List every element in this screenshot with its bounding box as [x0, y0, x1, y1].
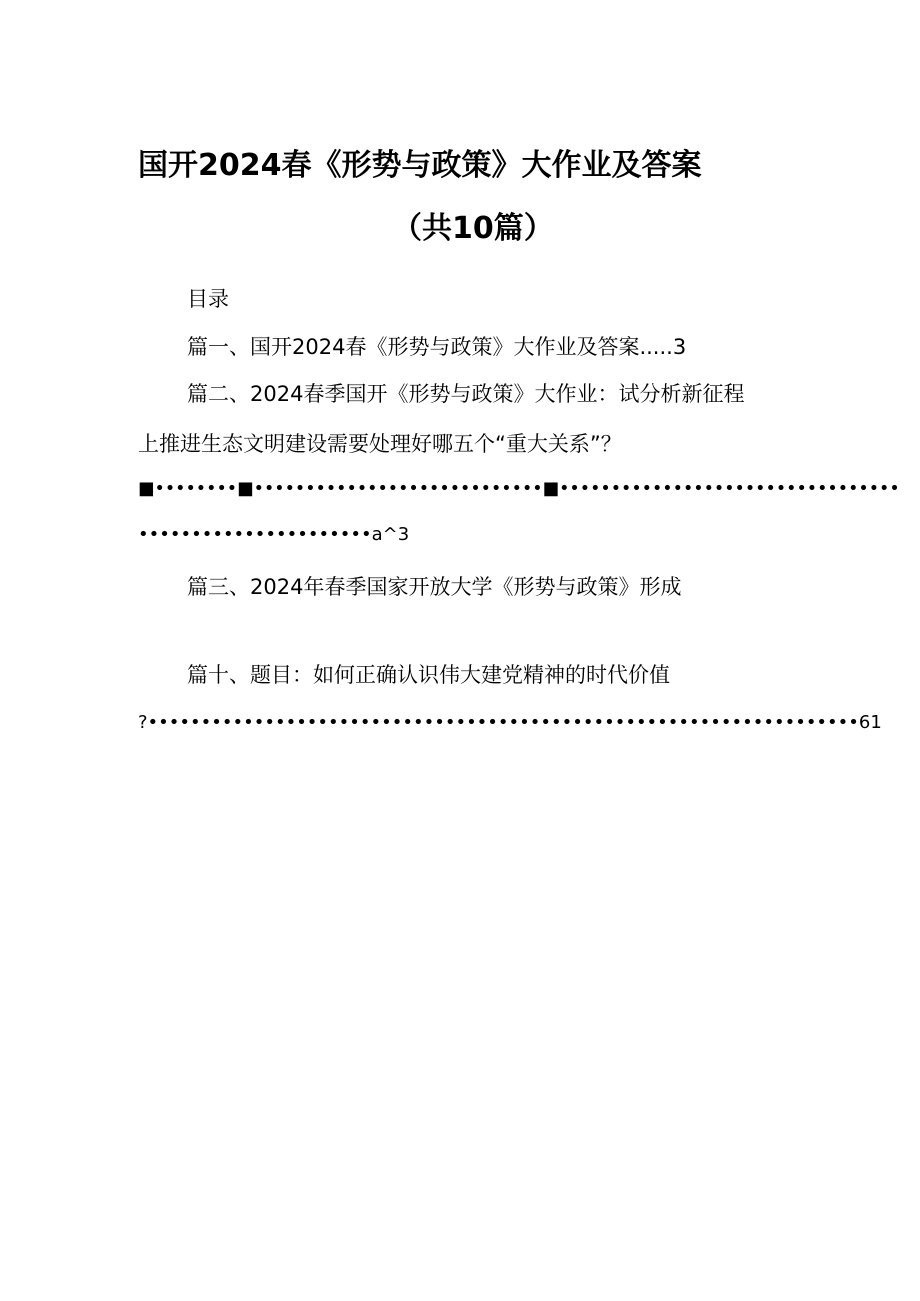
- toc-leader-page: ••••••••••••••••••••••a^3: [138, 524, 410, 545]
- toc-entry-3: 篇三、2024年春季国家开放大学《形势与政策》形成: [187, 575, 682, 599]
- toc-entry-1: 篇一、国开2024春《形势与政策》大作业及答案.....3: [187, 335, 687, 359]
- document-subtitle: （共10篇）: [392, 211, 554, 246]
- toc-entry-2: 篇二、2024春季国开《形势与政策》大作业：试分析新征程: [187, 382, 745, 406]
- toc-entry-10: 篇十、题目：如何正确认识伟大建党精神的时代价值: [187, 663, 670, 687]
- document-title: 国开2024春《形势与政策》大作业及答案: [138, 148, 702, 183]
- toc-entry-2-continued: 上推进生态文明建设需要处理好哪五个“重大关系”？: [138, 432, 622, 456]
- toc-heading: 目录: [187, 287, 229, 311]
- toc-leader-dots: ■••••••••■••••••••••••••••••••••••••••■•••••••••••••••••••••••••••••••••: [138, 478, 900, 499]
- toc-entry-10-leader: ?•••••••••••••••••••••••••••••••••••••••••••••••••••••••••••••••••••61: [138, 712, 882, 733]
